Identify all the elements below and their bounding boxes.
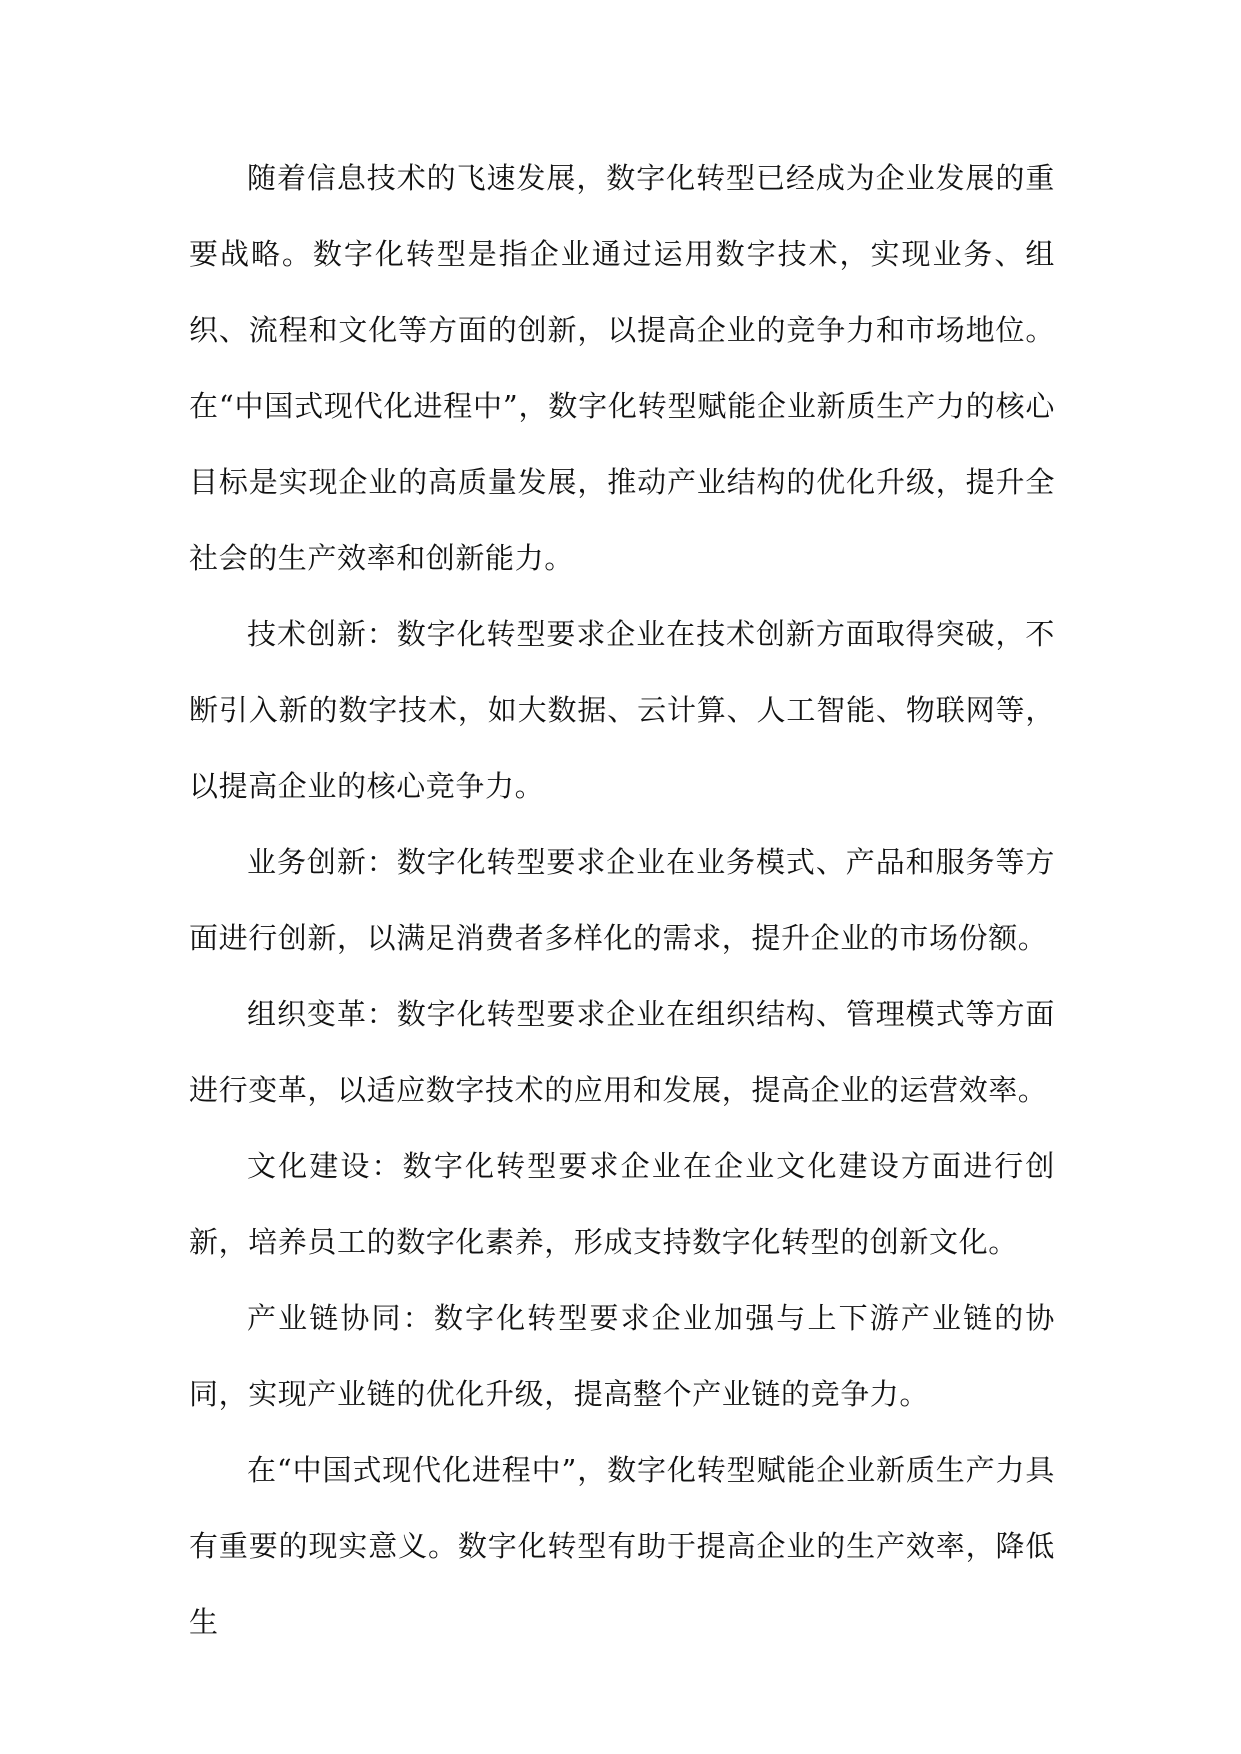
paragraph-intro: 随着信息技术的飞速发展，数字化转型已经成为企业发展的重要战略。数字化转型是指企业通过运用数字技术，实现业务、组织、流程和文化等方面的创新，以提高企业的竞争力和市场地位。在“中国式现代化进程中”，数字化转型赋能企业新质生产力的核心目标是实现企业的高质量发展，推动产业结构的优化升级，提升全社会的生产效率和创新能力。 xyxy=(189,161,1055,575)
paragraph-business-innovation: 业务创新：数字化转型要求企业在业务模式、产品和服务等方面进行创新，以满足消费者多样化的需求，提升企业的市场份额。 xyxy=(189,845,1055,955)
paragraph-significance: 在“中国式现代化进程中”，数字化转型赋能企业新质生产力具有重要的现实意义。数字化转型有助于提高企业的生产效率，降低生 xyxy=(189,1453,1055,1639)
paragraph-culture-building: 文化建设：数字化转型要求企业在企业文化建设方面进行创新，培养员工的数字化素养，形成支持数字化转型的创新文化。 xyxy=(189,1149,1055,1259)
document-body xyxy=(189,140,1055,1660)
paragraph-organizational-change: 组织变革：数字化转型要求企业在组织结构、管理模式等方面进行变革，以适应数字技术的应用和发展，提高企业的运营效率。 xyxy=(189,997,1055,1107)
paragraph-tech-innovation: 技术创新：数字化转型要求企业在技术创新方面取得突破，不断引入新的数字技术，如大数据、云计算、人工智能、物联网等，以提高企业的核心竞争力。 xyxy=(189,617,1055,803)
paragraph-industry-chain: 产业链协同：数字化转型要求企业加强与上下游产业链的协同，实现产业链的优化升级，提高整个产业链的竞争力。 xyxy=(189,1301,1055,1411)
